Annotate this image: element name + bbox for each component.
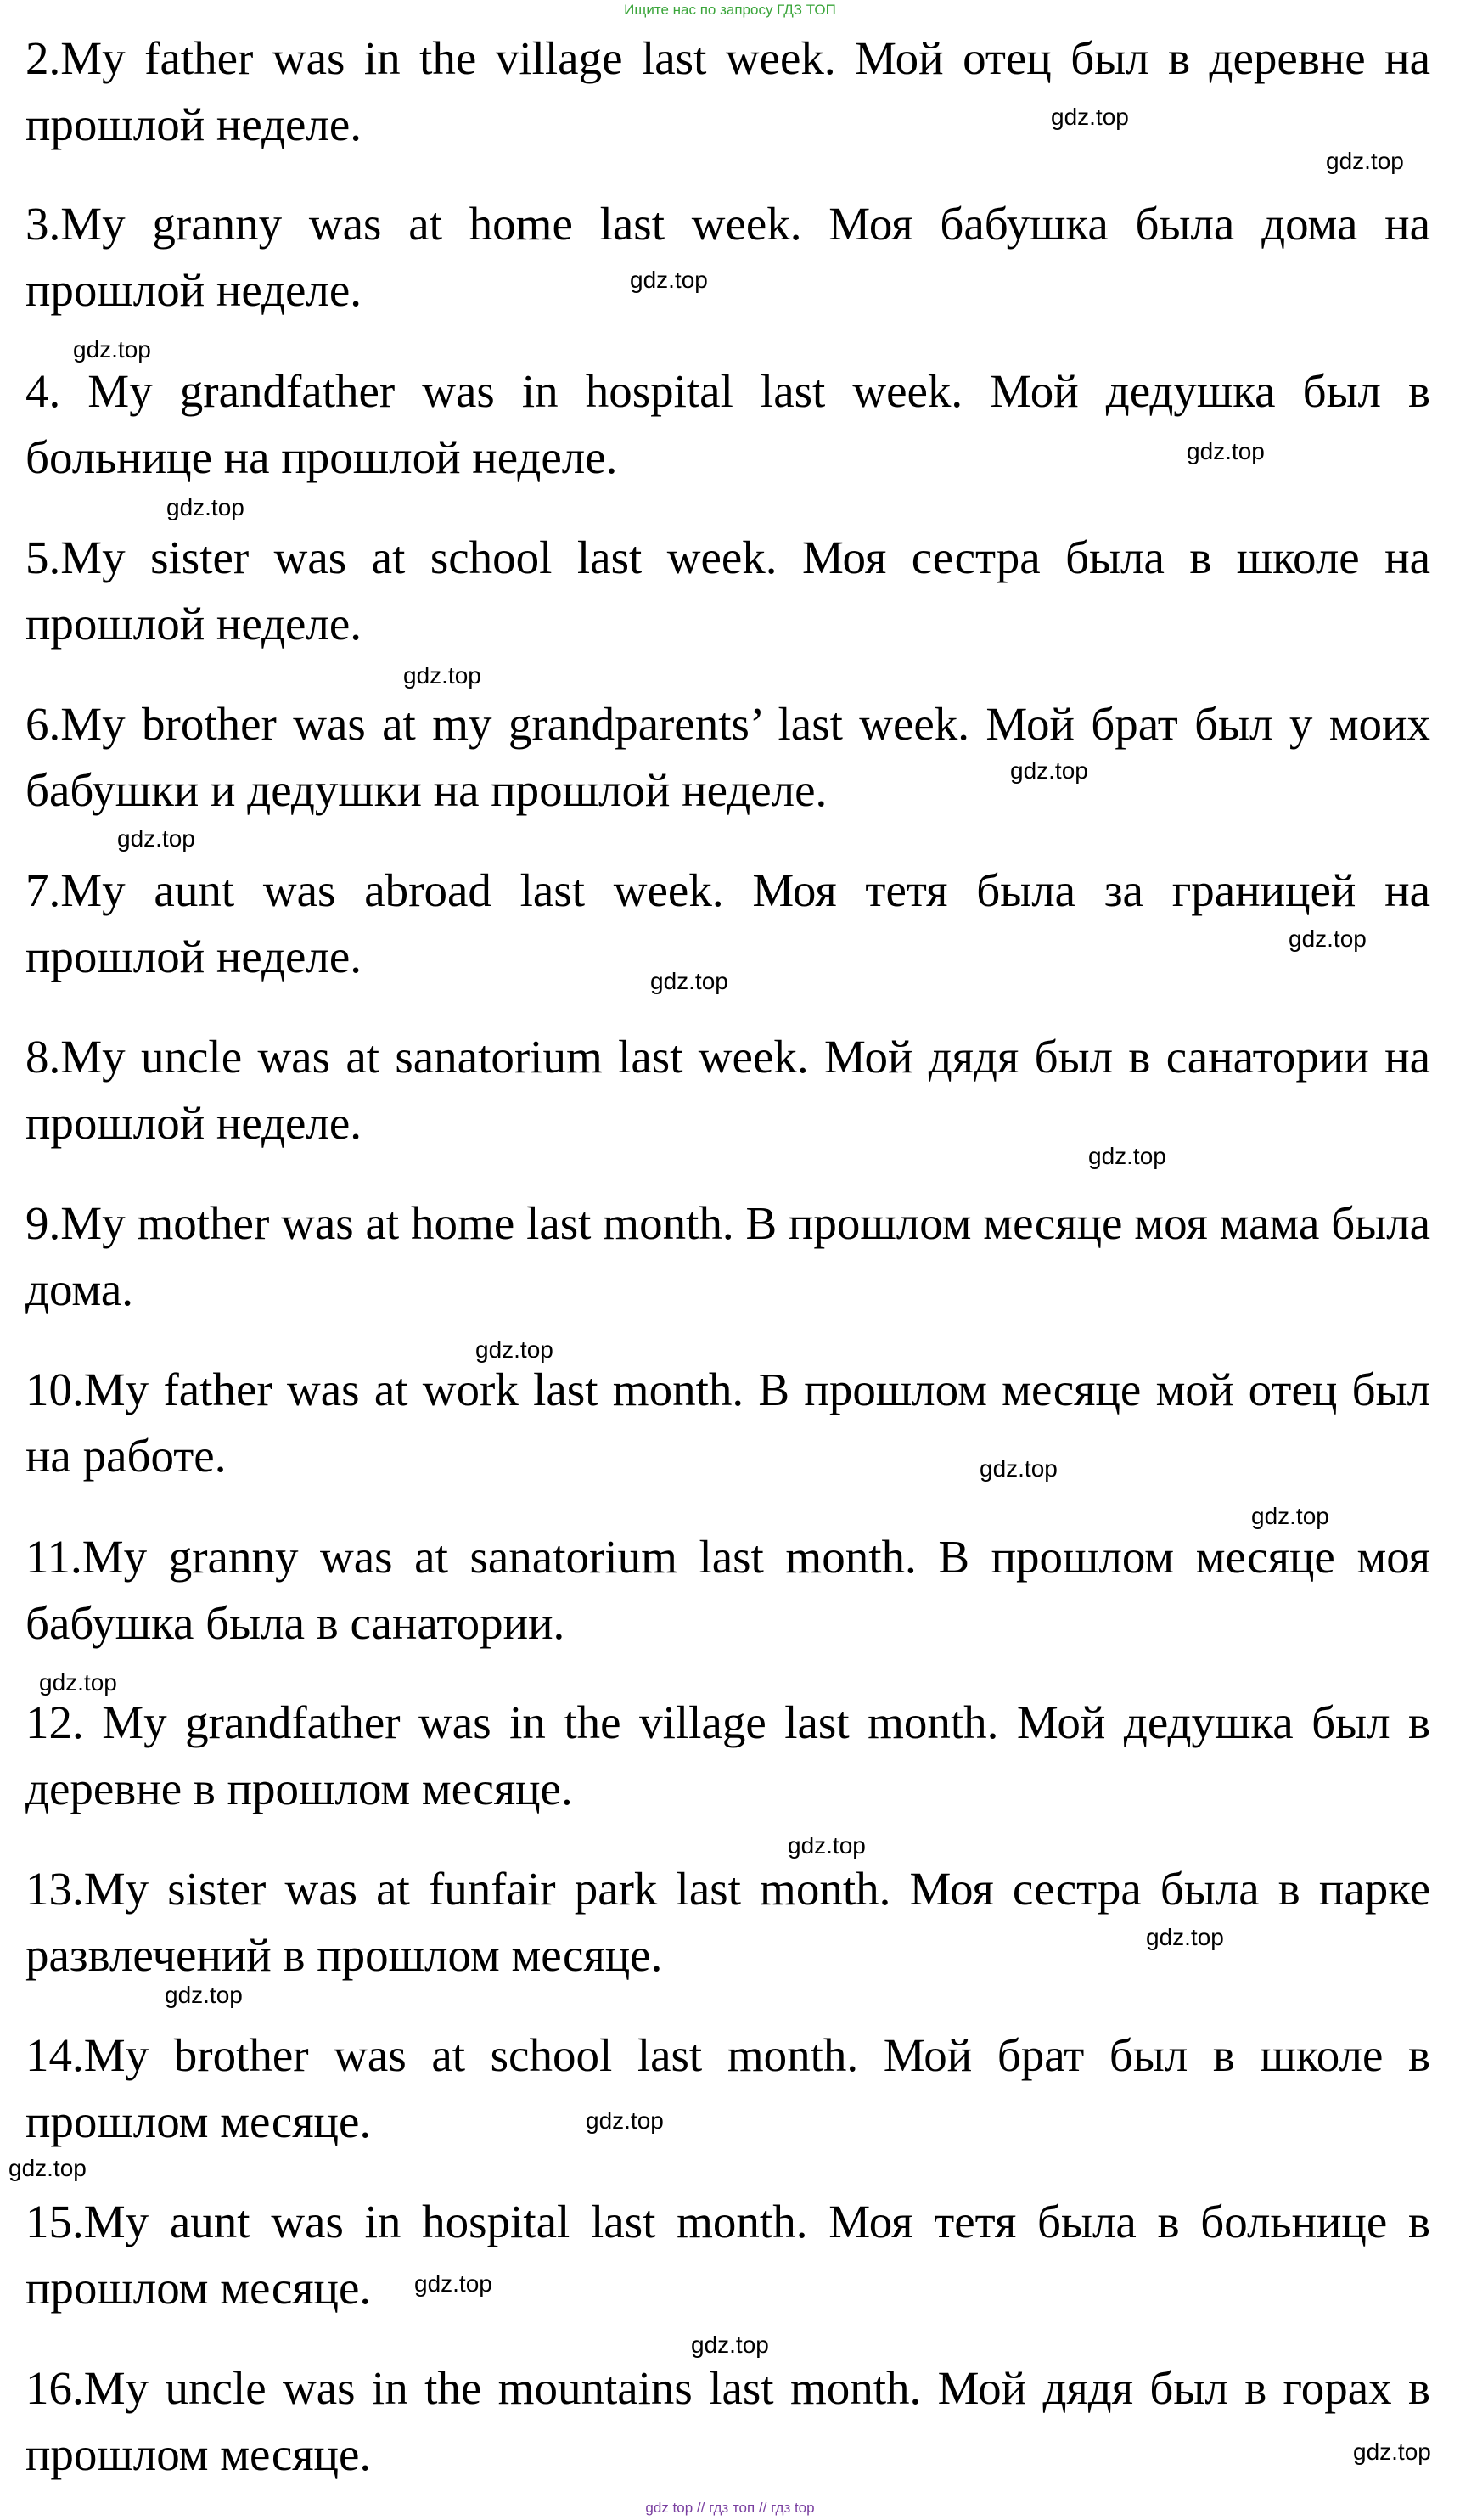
- sentence-9: 9.My mother was at home last month. В прошлом месяце моя мама была дома.: [25, 1197, 1430, 1315]
- watermark: gdz.top: [788, 1832, 866, 1859]
- watermark: gdz.top: [8, 2155, 87, 2181]
- watermark: gdz.top: [1088, 1143, 1166, 1169]
- watermark: gdz.top: [1289, 925, 1367, 952]
- watermark: gdz.top: [475, 1336, 553, 1363]
- sentence-14: 14.My brother was at school last month. Мой брат был в школе в прошлом месяце.: [25, 2029, 1430, 2147]
- sentence-15: 15.My aunt was in hospital last month. Моя тетя была в больнице в прошлом месяце.: [25, 2196, 1430, 2314]
- watermark: gdz.top: [1010, 757, 1088, 784]
- watermark: gdz.top: [1051, 104, 1129, 130]
- footer-links[interactable]: gdz top // гдз топ // гдз top: [645, 2500, 815, 2516]
- sentence-5: 5.My sister was at school last week. Моя сестра была в школе на прошлой неделе.: [25, 532, 1430, 650]
- watermark: gdz.top: [39, 1669, 117, 1696]
- watermark: gdz.top: [630, 267, 708, 293]
- sentence-2: 2.My father was in the village last week. Мой отец был в деревне на прошлой неделе.: [25, 32, 1430, 150]
- watermark: gdz.top: [117, 825, 195, 852]
- watermark: gdz.top: [403, 662, 481, 689]
- watermark: gdz.top: [1251, 1503, 1329, 1529]
- watermark: gdz.top: [165, 1982, 243, 2008]
- watermark: gdz.top: [650, 968, 728, 994]
- watermark: gdz.top: [1187, 438, 1265, 464]
- watermark: gdz.top: [1353, 2438, 1431, 2465]
- sentence-13: 13.My sister was at funfair park last month. Моя сестра была в парке развлечений в прошлом месяце.: [25, 1863, 1430, 1981]
- watermark: gdz.top: [166, 494, 244, 520]
- header-search-link[interactable]: Ищите нас по запросу ГДЗ ТОП: [624, 2, 836, 18]
- sentence-12: 12. My grandfather was in the village last month. Мой дедушка был в деревне в прошлом месяце.: [25, 1696, 1430, 1814]
- watermark: gdz.top: [1326, 148, 1404, 174]
- watermark: gdz.top: [586, 2107, 664, 2134]
- watermark: gdz.top: [691, 2332, 769, 2358]
- sentence-7: 7.My aunt was abroad last week. Моя тетя была за границей на прошлой неделе.: [25, 864, 1430, 982]
- sentence-8: 8.My uncle was at sanatorium last week. Мой дядя был в санатории на прошлой неделе.: [25, 1031, 1430, 1149]
- sentence-10: 10.My father was at work last month. В прошлом месяце мой отец был на работе.: [25, 1364, 1430, 1482]
- watermark: gdz.top: [414, 2270, 492, 2297]
- watermark: gdz.top: [980, 1455, 1058, 1482]
- sentence-11: 11.My granny was at sanatorium last month. В прошлом месяце моя бабушка была в санатории.: [25, 1531, 1430, 1649]
- watermark: gdz.top: [73, 336, 151, 363]
- sentence-6: 6.My brother was at my grandparents’ last week. Мой брат был у моих бабушки и дедушки на прошлой неделе.: [25, 698, 1430, 816]
- sentence-4: 4. My grandfather was in hospital last week. Мой дедушка был в больнице на прошлой неделе.: [25, 365, 1430, 483]
- sentence-3: 3.My granny was at home last week. Моя бабушка была дома на прошлой неделе.: [25, 198, 1430, 316]
- watermark: gdz.top: [1146, 1924, 1224, 1950]
- sentence-16: 16.My uncle was in the mountains last month. Мой дядя был в горах в прошлом месяце.: [25, 2362, 1430, 2480]
